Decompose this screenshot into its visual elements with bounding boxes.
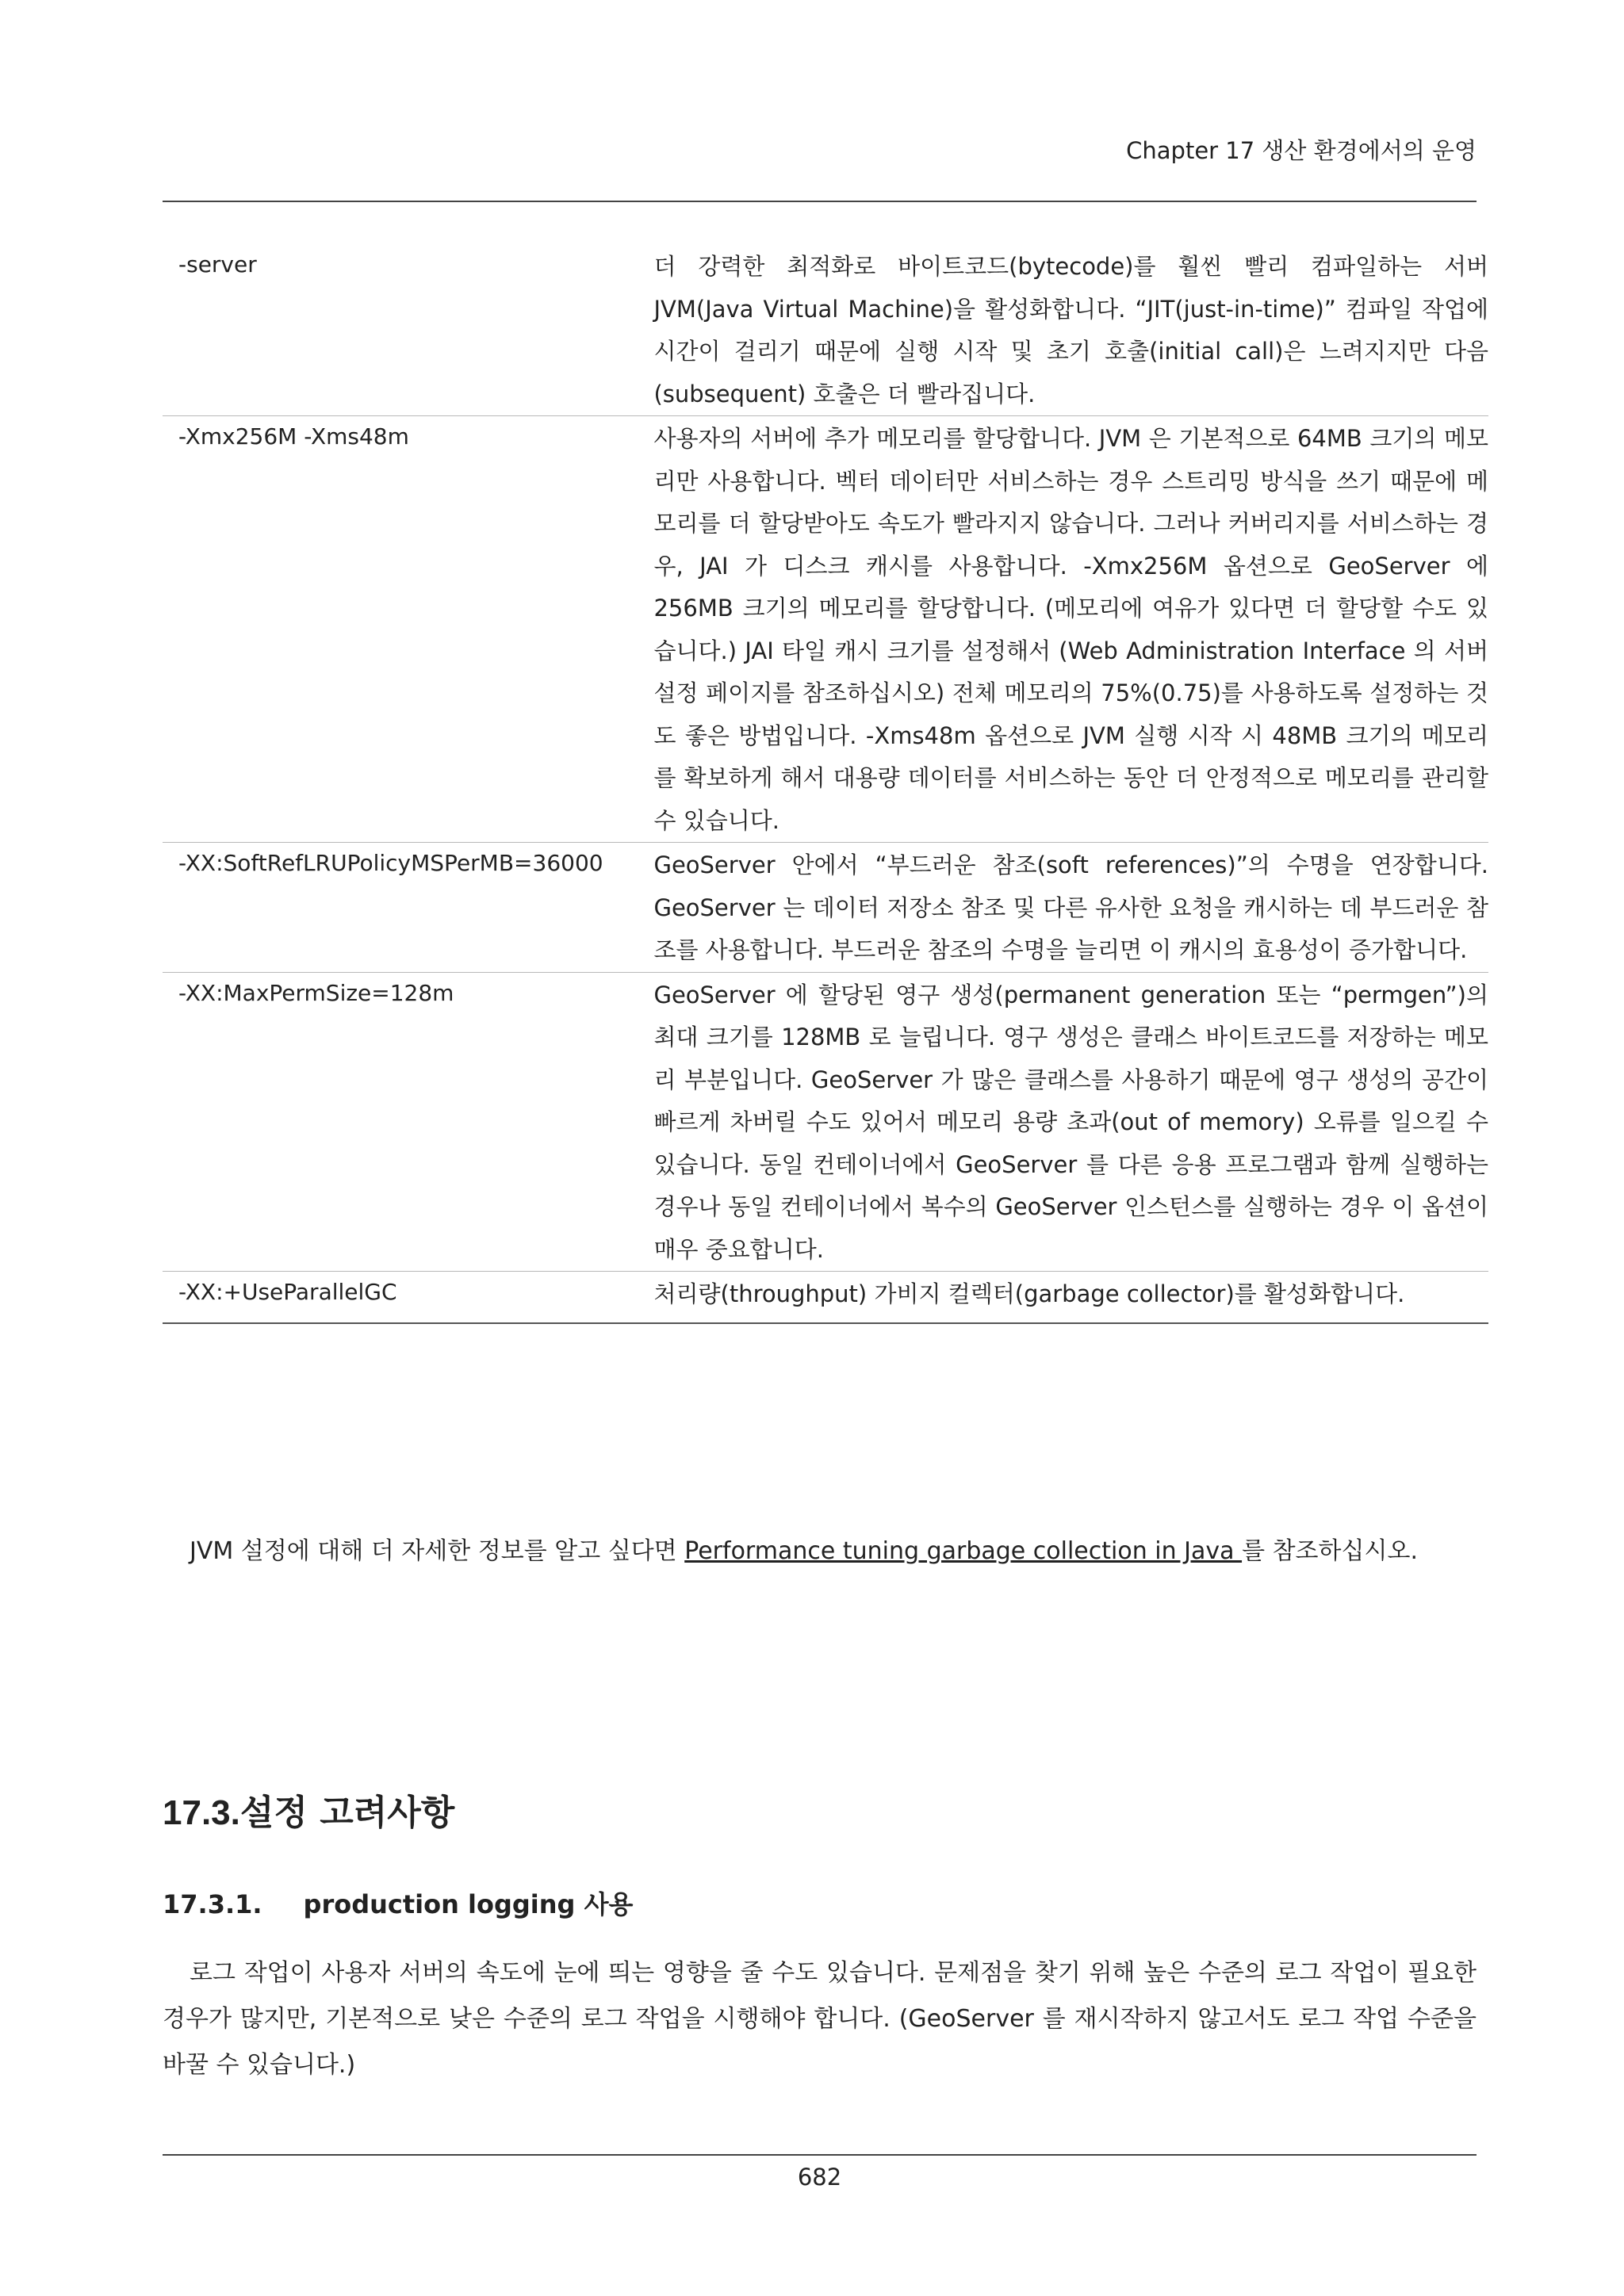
page-number: 682 — [797, 2164, 842, 2191]
option-description: 사용자의 서버에 추가 메모리를 할당합니다. JVM 은 기본적으로 64MB 크기의 메모리만 사용합니다. 벡터 데이터만 서비스하는 경우 스트리밍 방식을 쓰기 때문에 메모리를 더 할당받아도 속도가 빨라지지 않습니다. 그러나 커버리지를 서비스하는 경우, JAI 가 디스크 캐시를 사용합니다. -Xmx256M 옵션으로 GeoServer 에 256MB 크기의 메모리를 할당합니다. (메모리에 여유가 있다면 더 할당할 수도 있습니다.) JAI 타일 캐시 크기를 설정해서 (Web Administration Interface 의 서버 설정 페이지를 참조하십시오) 전체 메모리의 75%(0.75)를 사용하도록 설정하는 것도 좋은 방법입니다. -Xms48m 옵션으로 JVM 실행 시작 시 48MB 크기의 메모리를 확보하게 해서 대용량 데이터를 서비스하는 동안 더 안정적으로 메모리를 관리할 수 있습니다. — [653, 416, 1488, 843]
option-name: -XX:MaxPermSize=128m — [163, 972, 653, 1272]
performance-tuning-link[interactable]: Performance tuning garbage collection in Java — [684, 1537, 1243, 1565]
subsection-title: production logging 사용 — [303, 1889, 634, 1919]
jvm-note-paragraph — [163, 1529, 1477, 1575]
option-description: GeoServer 에 할당된 영구 생성(permanent generation 또는 “permgen”)의 최대 크기를 128MB 로 늘립니다. 영구 생성은 클래스 바이트코드를 저장하는 메모리 부분입니다. GeoServer 가 많은 클래스를 사용하기 때문에 영구 생성의 공간이 빠르게 차버릴 수도 있어서 메모리 용량 초과(out of memory) 오류를 일으킬 수 있습니다. 동일 컨테이너에서 GeoServer 를 다른 응용 프로그램과 함께 실행하는 경우나 동일 컨테이너에서 복수의 GeoServer 인스턴스를 실행하는 경우 이 옵션이 매우 중요합니다. — [653, 972, 1488, 1272]
subsection-heading — [163, 1885, 633, 1921]
jvm-note-text: JVM 설정에 대해 더 자세한 정보를 알고 싶다면 — [190, 1537, 685, 1565]
option-name: -XX:+UseParallelGC — [163, 1272, 653, 1323]
table-row — [163, 416, 1488, 843]
option-description: GeoServer 안에서 “부드러운 참조(soft references)”의 수명을 연장합니다. GeoServer 는 데이터 저장소 참조 및 다른 유사한 요청을 캐시하는 데 부드러운 참조를 사용합니다. 부드러운 참조의 수명을 늘리면 이 캐시의 효용성이 증가합니다. — [653, 843, 1488, 973]
option-name: -Xmx256M -Xms48m — [163, 416, 653, 843]
jvm-options-table — [163, 246, 1488, 1324]
table-row — [163, 843, 1488, 973]
header-divider — [163, 201, 1477, 202]
footer-divider — [163, 2154, 1477, 2156]
section-title: 설정 고려사항 — [239, 1793, 455, 1833]
section-number: 17.3. — [163, 1793, 240, 1832]
option-name: -XX:SoftRefLRUPolicyMSPerMB=36000 — [163, 843, 653, 973]
section-heading — [163, 1784, 454, 1835]
subsection-number: 17.3.1. — [163, 1889, 262, 1919]
table-row — [163, 1272, 1488, 1323]
table-row — [163, 246, 1488, 416]
logging-paragraph: 로그 작업이 사용자 서버의 속도에 눈에 띄는 영향을 줄 수도 있습니다. 문제점을 찾기 위해 높은 수준의 로그 작업이 필요한 경우가 많지만, 기본적으로 낮은 수준의 로그 작업을 시행해야 합니다. (GeoServer 를 재시작하지 않고서도 로그 작업 수준을 바꿀 수 있습니다.) — [163, 1959, 1477, 2079]
jvm-note-tail: 를 참조하십시오. — [1242, 1537, 1418, 1565]
running-header: Chapter 17 생산 환경에서의 운영 — [1126, 137, 1477, 164]
option-description: 처리량(throughput) 가비지 컬렉터(garbage collector)를 활성화합니다. — [653, 1272, 1488, 1323]
option-description: 더 강력한 최적화로 바이트코드(bytecode)를 훨씬 빨리 컴파일하는 서버 JVM(Java Virtual Machine)을 활성화합니다. “JIT(just-in-time)” 컴파일 작업에 시간이 걸리기 때문에 실행 시작 및 초기 호출(initial call)은 느려지지만 다음(subsequent) 호출은 더 빨라집니다. — [653, 253, 1488, 408]
table-row — [163, 972, 1488, 1272]
option-name: -server — [178, 251, 257, 277]
